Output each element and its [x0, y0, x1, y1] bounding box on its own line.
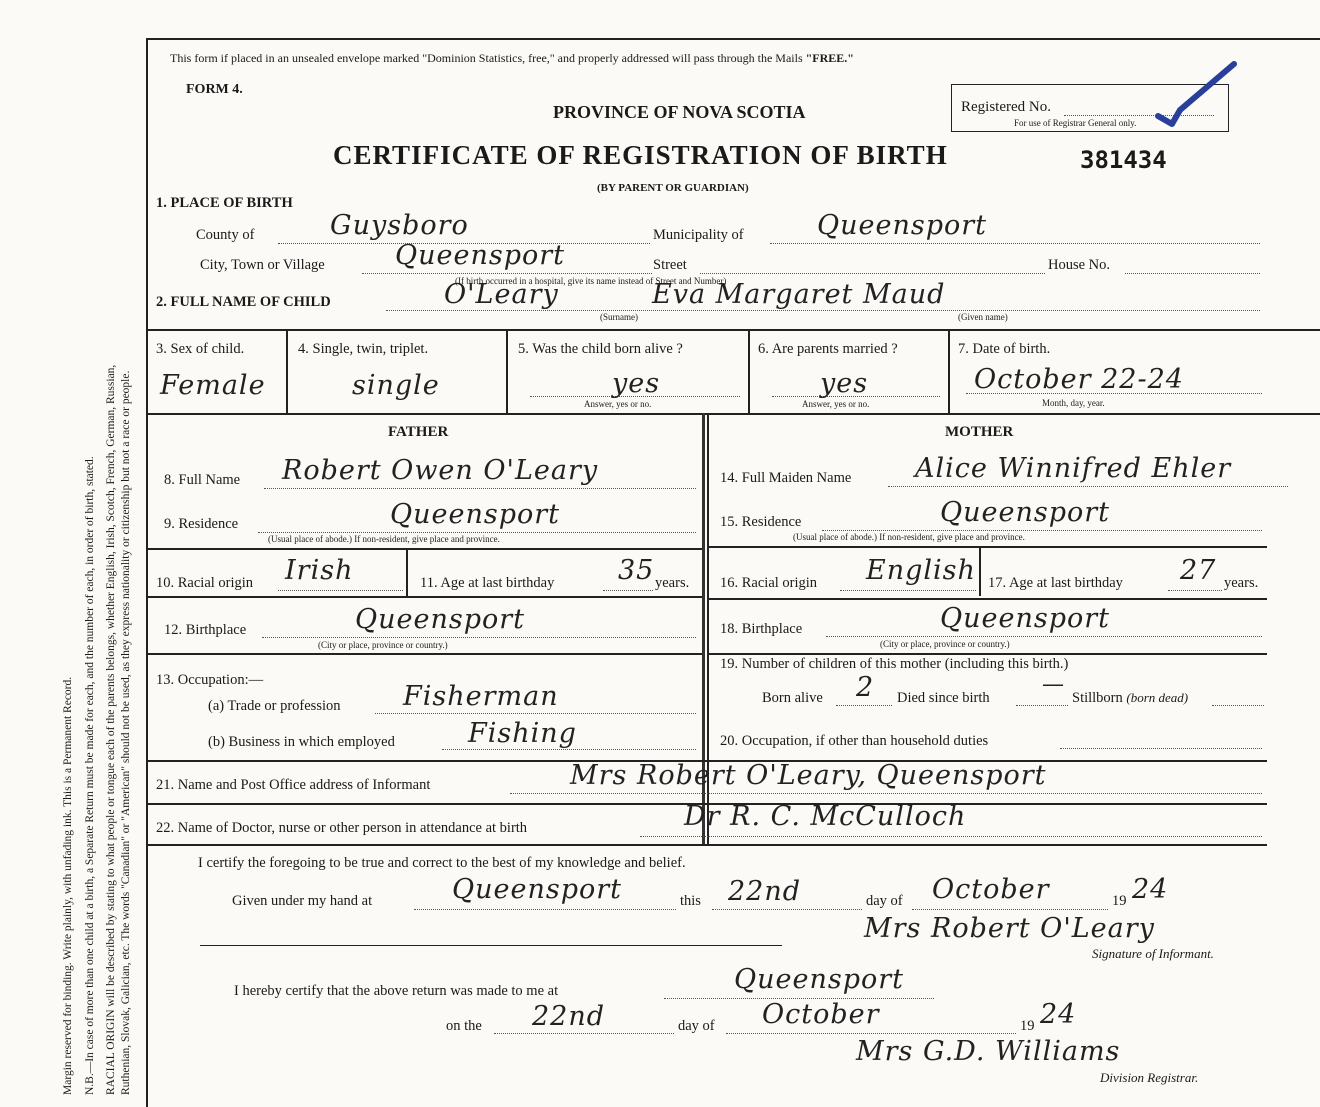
certificate-number: 381434	[1080, 146, 1167, 174]
mother-age-value: 27	[1180, 555, 1217, 586]
informant-signature: Mrs Robert O'Leary	[864, 913, 1155, 944]
father-birthplace-label: 12. Birthplace	[164, 622, 247, 638]
informant-value: Mrs Robert O'Leary, Queensport	[570, 760, 1047, 791]
county-value: Guysboro	[330, 210, 469, 241]
informant-label: 21. Name and Post Office address of Informant	[156, 777, 431, 793]
registrar-signature: Mrs G.D. Williams	[856, 1036, 1121, 1067]
registrar-use-note: For use of Registrar General only.	[1014, 118, 1137, 128]
child-name-label: 2. FULL NAME OF CHILD	[156, 294, 331, 310]
house-no-label: House No.	[1048, 257, 1111, 273]
given-year-value: 24	[1132, 874, 1169, 905]
mother-age-label: 17. Age at last birthday	[988, 575, 1123, 591]
certificate-subtitle: (BY PARENT OR GUARDIAN)	[597, 182, 749, 194]
return-year-value: 24	[1040, 999, 1077, 1030]
mother-occupation-label: 20. Occupation, if other than household duties	[720, 733, 989, 749]
doctor-label: 22. Name of Doctor, nurse or other person in attendance at birth	[156, 820, 528, 836]
given-place-value: Queensport	[452, 874, 623, 905]
margin-note-3: RACIAL ORIGIN will be described by stating to what people or tongue each of the parents belongs, whether English, Irish, Scotch, French, German, Russian,	[105, 364, 117, 1095]
form-number: FORM 4.	[186, 82, 243, 97]
born-alive-note: Answer, yes or no.	[584, 399, 652, 409]
date-of-birth-note: Month, day, year.	[1042, 398, 1105, 408]
details-bottom-line	[146, 413, 1320, 415]
certificate-title: CERTIFICATE OF REGISTRATION OF BIRTH	[333, 140, 948, 170]
child-given-name-value: Eva Margaret Maud	[652, 279, 946, 310]
mail-notice: This form if placed in an unsealed envelope marked "Dominion Statistics, free," and properly addressed will pass through the Mails "FREE."	[170, 51, 854, 65]
mother-age-line	[1168, 590, 1222, 591]
surname-note: (Surname)	[600, 312, 638, 322]
day-of-label: day of	[866, 893, 903, 909]
details-divider-4	[948, 329, 950, 413]
given-place-line	[414, 909, 676, 910]
house-no-line	[1125, 273, 1260, 274]
father-name-label: 8. Full Name	[164, 472, 241, 488]
parents-married-value: yes	[820, 368, 869, 399]
father-line-2	[146, 596, 702, 598]
county-label: County of	[196, 227, 255, 243]
mother-residence-line	[822, 530, 1262, 531]
mother-name-value: Alice Winnifred Ehler	[915, 453, 1232, 484]
left-border	[146, 38, 148, 1107]
return-text: I hereby certify that the above return was made to me at	[234, 983, 559, 999]
born-alive-count-label: Born alive	[762, 690, 823, 706]
plurality-label: 4. Single, twin, triplet.	[298, 341, 429, 357]
mother-name-line	[888, 486, 1288, 487]
informant-line	[510, 793, 1262, 794]
mother-heading: MOTHER	[945, 424, 1014, 440]
given-name-note: (Given name)	[958, 312, 1008, 322]
place-of-birth-label: 1. PLACE OF BIRTH	[156, 195, 293, 211]
informant-signature-label: Signature of Informant.	[1092, 946, 1214, 961]
child-surname-value: O'Leary	[444, 279, 559, 310]
margin-note-1: Margin reserved for binding. Write plainly, with unfading ink. This is a Permanent Record.	[62, 676, 74, 1095]
born-alive-label: 5. Was the child born alive ?	[518, 341, 683, 357]
street-label: Street	[653, 257, 687, 273]
mother-birthplace-value: Queensport	[940, 603, 1111, 634]
father-trade-label: (a) Trade or profession	[208, 698, 341, 714]
father-trade-line	[375, 713, 696, 714]
mother-birthplace-note: (City or place, province or country.)	[880, 639, 1010, 649]
father-residence-value: Queensport	[390, 499, 561, 530]
return-day-line	[494, 1033, 674, 1034]
father-racial-line	[278, 590, 403, 591]
on-the-label: on the	[446, 1018, 482, 1034]
given-day-line	[712, 909, 862, 910]
father-residence-label: 9. Residence	[164, 516, 239, 532]
mother-residence-note: (Usual place of abode.) If non-resident, give place and province.	[793, 532, 1025, 542]
father-birthplace-value: Queensport	[355, 604, 526, 635]
died-since-birth-line	[1016, 705, 1068, 706]
father-birthplace-line	[262, 637, 696, 638]
sex-label: 3. Sex of child.	[156, 341, 245, 357]
city-line	[362, 273, 652, 274]
province-heading: PROVINCE OF NOVA SCOTIA	[553, 102, 806, 122]
doctor-value: Dr R. C. McCulloch	[684, 801, 967, 832]
father-residence-line	[258, 532, 696, 533]
child-name-line	[386, 310, 1260, 311]
certify-text: I certify the foregoing to be true and correct to the best of my knowledge and belief.	[198, 855, 686, 871]
given-day-value: 22nd	[728, 876, 802, 907]
father-racial-divider	[406, 548, 408, 596]
return-day-value: 22nd	[532, 1001, 606, 1032]
plurality-value: single	[352, 370, 440, 401]
father-age-line	[603, 590, 653, 591]
details-divider-2	[506, 329, 508, 413]
given-month-line	[912, 909, 1108, 910]
details-top-line	[146, 329, 1320, 331]
father-heading: FATHER	[388, 424, 449, 440]
margin-note-4: Ruthenian, Slovak, Galician, etc. The words "Canadian" or "American" should not be used, as they express nationality or citizenship but not a race or people.	[120, 370, 132, 1095]
stillborn-label: Stillborn (born dead)	[1072, 690, 1189, 706]
father-line-3	[146, 653, 702, 655]
registrar-label: Division Registrar.	[1100, 1070, 1199, 1085]
municipality-line	[770, 243, 1260, 244]
father-line-1	[146, 548, 702, 550]
mother-line-3	[707, 653, 1267, 655]
father-racial-value: Irish	[285, 555, 354, 586]
doctor-bottom-line	[146, 844, 1267, 846]
mother-racial-label: 16. Racial origin	[720, 575, 818, 591]
father-racial-label: 10. Racial origin	[156, 575, 254, 591]
given-month-value: October	[932, 874, 1050, 905]
given-under-hand-label: Given under my hand at	[232, 893, 373, 909]
father-occupation-label: 13. Occupation:—	[156, 672, 264, 688]
return-day-of-label: day of	[678, 1018, 715, 1034]
father-trade-value: Fisherman	[403, 681, 559, 712]
mother-racial-line	[840, 590, 976, 591]
mother-residence-value: Queensport	[940, 497, 1111, 528]
hospital-note: (If birth occurred in a hospital, give its name instead of Street and Number)	[455, 276, 727, 286]
father-age-label: 11. Age at last birthday	[420, 575, 555, 591]
sex-value: Female	[160, 370, 266, 401]
mother-birthplace-line	[826, 636, 1262, 637]
died-since-birth-value: —	[1042, 672, 1065, 697]
born-alive-count-line	[836, 705, 892, 706]
check-mark-icon	[1150, 58, 1240, 132]
top-border	[146, 38, 1320, 40]
mother-occupation-line	[1060, 748, 1262, 749]
father-name-value: Robert Owen O'Leary	[282, 455, 599, 486]
return-month-value: October	[762, 999, 880, 1030]
mother-line-1	[707, 546, 1267, 548]
mother-name-label: 14. Full Maiden Name	[720, 470, 852, 486]
father-name-line	[264, 488, 696, 489]
mother-line-2	[707, 598, 1267, 600]
city-value: Queensport	[395, 240, 566, 271]
certify-separator	[200, 945, 782, 946]
municipality-value: Queensport	[817, 210, 988, 241]
parents-married-label: 6. Are parents married ?	[758, 341, 898, 357]
father-residence-note: (Usual place of abode.) If non-resident, give place and province.	[268, 534, 500, 544]
registered-no-label: Registered No.	[961, 99, 1051, 115]
street-line	[700, 273, 1045, 274]
died-since-birth-label: Died since birth	[897, 690, 990, 706]
mother-years-label: years.	[1224, 575, 1259, 591]
born-alive-count-value: 2	[856, 672, 875, 703]
return-year-prefix: 19	[1020, 1018, 1035, 1034]
father-years-label: years.	[655, 575, 690, 591]
parents-married-note: Answer, yes or no.	[802, 399, 870, 409]
municipality-label: Municipality of	[653, 227, 744, 243]
father-age-value: 35	[618, 555, 655, 586]
mother-residence-label: 15. Residence	[720, 514, 802, 530]
date-of-birth-label: 7. Date of birth.	[958, 341, 1051, 357]
stillborn-line	[1212, 705, 1264, 706]
given-year-prefix: 19	[1112, 893, 1127, 909]
born-alive-value: yes	[612, 368, 661, 399]
city-label: City, Town or Village	[200, 257, 325, 273]
return-place-value: Queensport	[734, 964, 905, 995]
doctor-line	[640, 836, 1262, 837]
mother-racial-value: English	[866, 555, 976, 586]
date-of-birth-value: October 22-24	[974, 364, 1184, 395]
father-business-value: Fishing	[468, 718, 577, 749]
father-birthplace-note: (City or place, province or country.)	[318, 640, 448, 650]
details-divider-3	[748, 329, 750, 413]
mother-racial-divider	[979, 546, 981, 596]
margin-note-2: N.B.—In case of more than one child at a birth, a Separate Return must be made for each, and the number of each, in order of birth, stated.	[84, 456, 96, 1095]
mother-children-label: 19. Number of children of this mother (including this birth.)	[720, 656, 1069, 672]
father-business-label: (b) Business in which employed	[208, 734, 395, 750]
return-month-line	[726, 1033, 1016, 1034]
father-business-line	[442, 749, 696, 750]
this-label: this	[680, 893, 701, 909]
mother-birthplace-label: 18. Birthplace	[720, 621, 803, 637]
details-divider-1	[286, 329, 288, 413]
